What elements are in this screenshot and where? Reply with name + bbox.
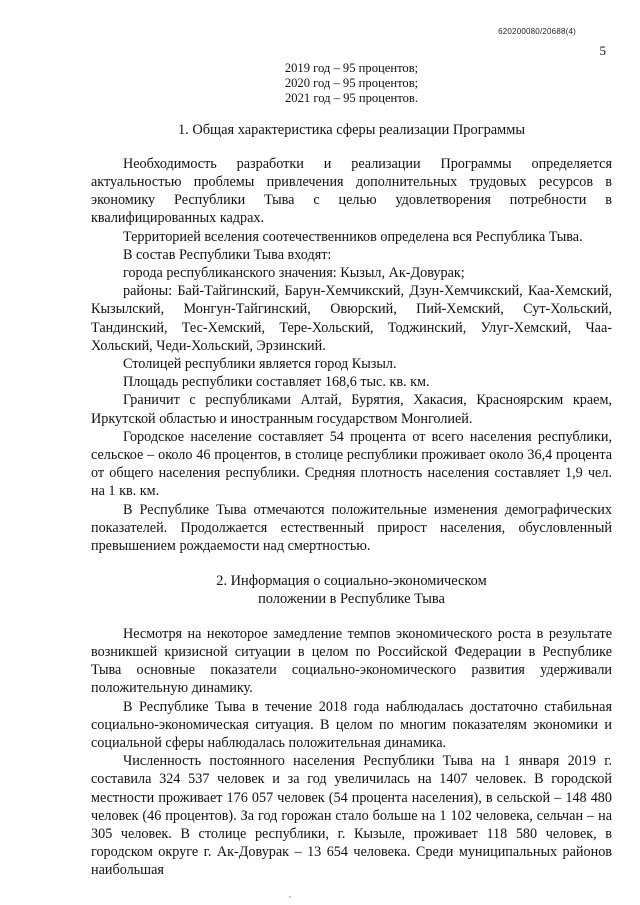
year-list [91, 61, 612, 107]
paragraph: Площадь республики составляет 168,6 тыс. кв. км. [123, 374, 430, 391]
section-1-title: 1. Общая характеристика сферы реализации Программы [177, 121, 526, 138]
paragraph: Граничит с республиками Алтай, Бурятия, Хакасия, Красноярским краем, Иркутской областью и иностранным государством Монголией. [91, 392, 612, 427]
section-2-title-line: 2. Информация о социально-экономическом [216, 573, 487, 590]
page-number: 5 [599, 43, 606, 58]
year-line: 2020 год – 95 процентов; [284, 76, 419, 91]
paragraph: районы: Бай-Тайгинский, Барун-Хемчикский, Дзун-Хемчикский, Каа-Хемский, Кызылский, Монгун-Тайгинский, Овюрский, Пий-Хемский, Сут-Хольский, Тандинский, Тес-Хемский, Тере-Хольский, Тоджинский, Улуг-Хемский, Чаа-Хольский, Чеди-Хольский, Эрзинский. [91, 283, 612, 354]
section-2-title [91, 572, 612, 608]
year-line: 2019 год – 95 процентов; [284, 61, 419, 75]
document-code: 620200080/20688(4) [498, 27, 576, 36]
paragraph: Численность постоянного населения Республики Тыва на 1 января 2019 г. составила 324 537 человек и за год увеличилась на 1407 человек. В городской местности проживает 176 057 человек (54 процента населения), в сельской – 148 480 человек (46 процентов). За год горожан стало больше на 1 102 человека, сельчан – на 305 человек. В столице республики, г. Кызыле, проживает 118 580 человек, в городском округе г. Ак-Довурак – 13 654 человека. Среди муниципальных районов наибольшая [91, 753, 612, 879]
paragraph: В Республике Тыва в течение 2018 года наблюдалась достаточно стабильная социально-экономическая ситуация. В целом по многим показателям экономики и социальной сферы наблюдалась положительная динамика. [91, 698, 612, 751]
paragraph: Территорией вселения соотечественников определена вся Республика Тыва. [123, 228, 583, 245]
year-line: 2021 год – 95 процентов. [285, 91, 418, 106]
paragraph: Городское население составляет 54 процента от всего населения республики, сельское – около 46 процентов, в столице республики проживает около 36,4 процента от общего населения республики. Средняя плотность населения составляет 1,9 чел. на 1 кв. км. [91, 428, 612, 500]
document-body [91, 61, 612, 880]
paragraph: В Республике Тыва отмечаются положительные изменения демографических показателей. Продолжается естественный прирост населения, обусловленный превышением рождаемости над смертностью. [91, 501, 612, 555]
paragraph: города республиканского значения: Кызыл, Ак-Довурак; [123, 265, 465, 282]
paragraph: Столицей республики является город Кызыл. [123, 356, 397, 373]
section-2-title-line: положении в Республике Тыва [258, 591, 445, 608]
scan-artifact-dot [289, 896, 291, 898]
paragraph: Несмотря на некоторое замедление темпов экономического роста в результате возникшей кризисной ситуации в целом по Российской Федерации в Республике Тыва основные показатели социально-экономического развития удерживали положительную динамику. [91, 625, 612, 697]
paragraph: В состав Республики Тыва входят: [123, 246, 332, 263]
paragraph: Необходимость разработки и реализации Программы определяется актуальностью проблемы привлечения дополнительных трудовых ресурсов в экономику Республики Тыва с целью удовлетворения потребности в квалифицированных кадрах. [91, 155, 612, 227]
